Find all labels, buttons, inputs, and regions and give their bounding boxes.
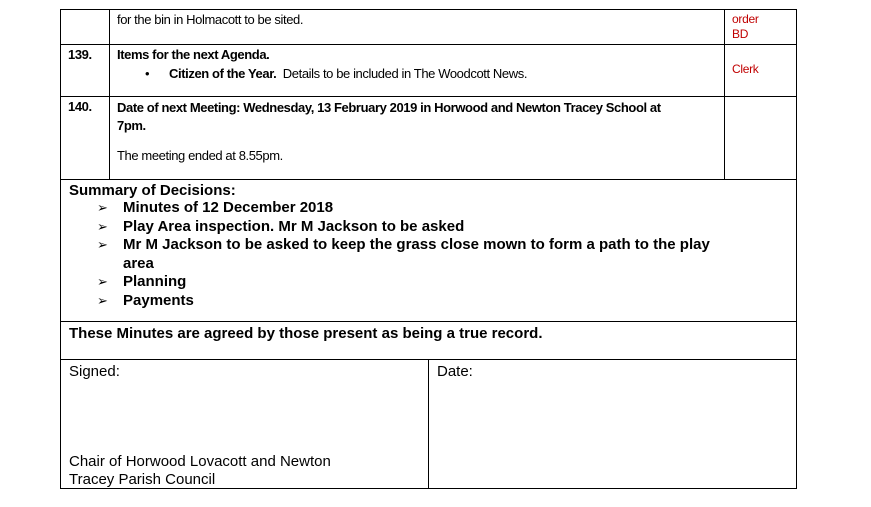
decision-item: ➢ Payments <box>97 291 194 309</box>
item-heading: Items for the next Agenda. <box>117 47 270 62</box>
decision-item: ➢ Play Area inspection. Mr M Jackson to be asked <box>97 217 465 235</box>
agreed-row <box>61 322 797 360</box>
item-heading-line2: 7pm. <box>117 118 146 133</box>
item-action-cell <box>725 45 797 97</box>
item-row-continued <box>61 10 797 45</box>
bullet-icon: • <box>145 66 150 81</box>
meeting-ended-text: The meeting ended at 8.55pm. <box>117 148 283 163</box>
action-owner: Clerk <box>732 62 759 76</box>
agreed-cell <box>61 322 797 360</box>
item-body-cell <box>110 10 725 45</box>
arrow-bullet-icon: ➢ <box>97 237 108 252</box>
item-number: 140. <box>61 97 110 180</box>
decision-item: ➢ Minutes of 12 December 2018 <box>97 199 334 216</box>
arrow-bullet-icon: ➢ <box>97 274 108 289</box>
action-owner-line1: order <box>732 12 759 26</box>
chair-title: Chair of Horwood Lovacott and Newton Tracey Parish Council <box>69 453 331 488</box>
decision-item-continued: area <box>123 254 154 272</box>
arrow-bullet-icon: ➢ <box>97 200 108 215</box>
item-number: 139. <box>61 45 110 97</box>
bullet-bold-text: Citizen of the Year. <box>169 66 277 81</box>
summary-row <box>61 180 797 322</box>
item-action-cell <box>725 10 797 45</box>
item-number-cell <box>61 10 110 45</box>
signature-row <box>61 360 797 489</box>
decision-list <box>61 199 796 316</box>
item-heading-line1: Date of next Meeting: Wednesday, 13 February 2019 in Horwood and Newton Tracey School at <box>117 100 661 115</box>
date-cell <box>429 360 797 489</box>
summary-table <box>60 179 797 489</box>
item-row-139 <box>61 45 797 97</box>
item-text: for the bin in Holmacott to be sited. <box>117 12 304 27</box>
signed-cell <box>61 360 429 489</box>
decision-item: ➢ Mr M Jackson to be asked to keep the grass close mown to form a path to the play <box>97 236 710 253</box>
decision-item: ➢ Planning <box>97 273 187 290</box>
action-owner-line2: BD <box>732 27 749 41</box>
agenda-bullet-item <box>117 66 724 81</box>
item-row-140 <box>61 97 797 180</box>
agreed-statement: These Minutes are agreed by those present as being a true record. <box>69 325 543 342</box>
date-label: Date: <box>437 363 473 380</box>
item-body-cell <box>110 45 725 97</box>
item-body-cell <box>110 97 725 180</box>
minutes-items-table <box>60 9 797 180</box>
signed-label: Signed: <box>69 363 120 380</box>
arrow-bullet-icon: ➢ <box>97 218 108 234</box>
arrow-bullet-icon: ➢ <box>97 292 108 308</box>
summary-title: Summary of Decisions: <box>69 182 236 199</box>
bullet-text: Details to be included in The Woodcott News. <box>282 66 528 81</box>
item-action-cell <box>725 97 797 180</box>
summary-cell <box>61 180 797 322</box>
